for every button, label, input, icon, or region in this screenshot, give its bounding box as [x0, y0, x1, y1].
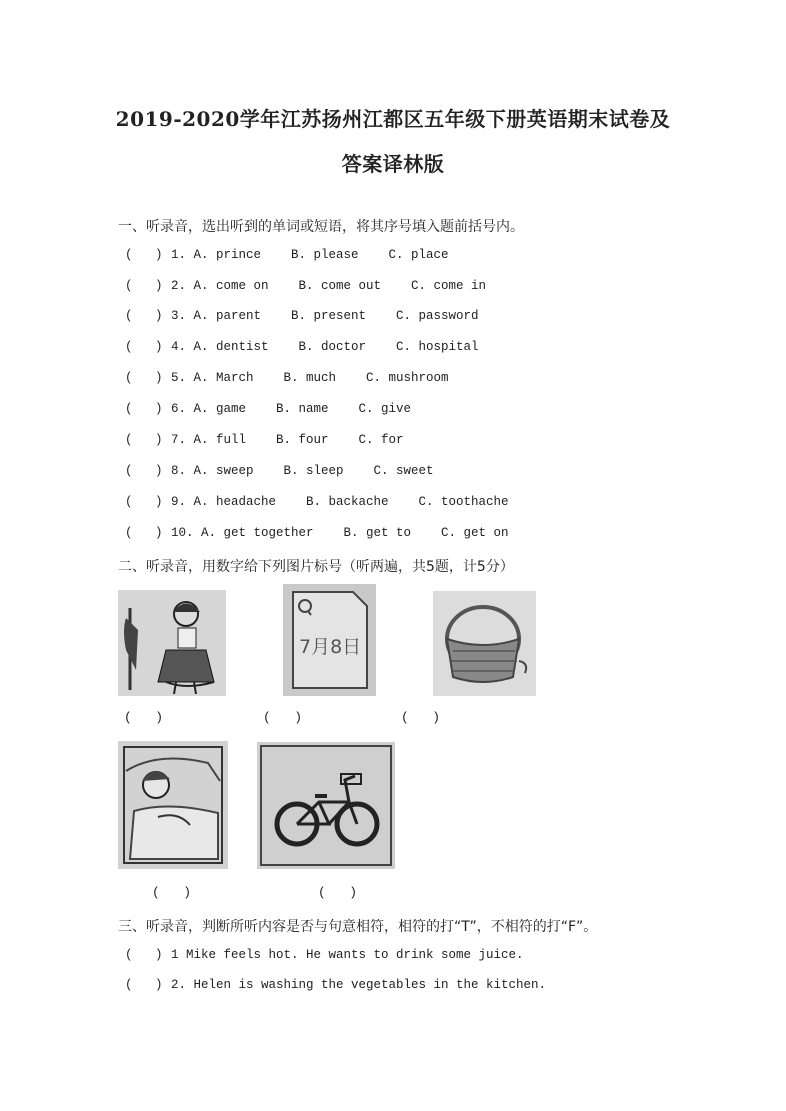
- answer-paren[interactable]: ( ): [125, 248, 163, 262]
- picture-girl-cold: [118, 590, 226, 696]
- answer-paren[interactable]: ( ): [125, 371, 163, 385]
- question-row: [125, 464, 434, 478]
- question-text: 5. A. March B. much C. mushroom: [171, 371, 449, 385]
- answer-bracket[interactable]: ( ): [263, 710, 303, 725]
- section-3-heading: 三、听录音，判断所听内容是否与句意相符，相符的打“T”，不相符的打“F”。: [118, 919, 598, 935]
- question-text: 3. A. parent B. present C. password: [171, 309, 479, 323]
- picture-girl-in-bed: [118, 741, 228, 869]
- answer-paren[interactable]: ( ): [125, 279, 163, 293]
- question-text: 10. A. get together B. get to C. get on: [171, 526, 509, 540]
- section-1-heading: 一、听录音，选出听到的单词或短语，将其序号填入题前括号内。: [118, 219, 524, 235]
- question-row: [125, 526, 509, 540]
- section-2-heading: 二、听录音，用数字给下列图片标号（听两遍，共5题，计5分）: [118, 559, 514, 575]
- question-text: 8. A. sweep B. sleep C. sweet: [171, 464, 434, 478]
- question-row: [125, 978, 546, 992]
- question-row: [125, 433, 404, 447]
- question-text: 7. A. full B. four C. for: [171, 433, 404, 447]
- question-text: 9. A. headache B. backache C. toothache: [171, 495, 509, 509]
- answer-paren[interactable]: ( ): [125, 948, 163, 962]
- calendar-date: 7月8日: [299, 636, 362, 658]
- question-row: [125, 495, 509, 509]
- girl-cold-illustration: [118, 590, 226, 696]
- answer-paren[interactable]: ( ): [125, 526, 163, 540]
- question-text: 2. A. come on B. come out C. come in: [171, 279, 487, 293]
- answer-bracket[interactable]: ( ): [124, 710, 164, 725]
- sick-girl-illustration: [118, 741, 228, 869]
- question-row: [125, 402, 411, 416]
- answer-paren[interactable]: ( ): [125, 402, 163, 416]
- question-row: [125, 279, 486, 293]
- question-row: [125, 309, 479, 323]
- bicycle-illustration: [257, 742, 395, 869]
- answer-paren[interactable]: ( ): [125, 495, 163, 509]
- question-row: [125, 340, 479, 354]
- answer-paren[interactable]: ( ): [125, 433, 163, 447]
- question-text: 1 Mike feels hot. He wants to drink some juice.: [171, 948, 524, 962]
- question-text: 1. A. prince B. please C. place: [171, 248, 449, 262]
- question-row: [125, 371, 449, 385]
- title-line-2: 答案译林版: [341, 152, 445, 176]
- picture-basket: [433, 591, 536, 696]
- answer-bracket[interactable]: ( ): [318, 885, 358, 900]
- question-row: [125, 248, 449, 262]
- basket-illustration: [433, 591, 536, 696]
- question-text: 4. A. dentist B. doctor C. hospital: [171, 340, 479, 354]
- question-text: 6. A. game B. name C. give: [171, 402, 412, 416]
- answer-paren[interactable]: ( ): [125, 340, 163, 354]
- answer-paren[interactable]: ( ): [125, 978, 163, 992]
- answer-bracket[interactable]: ( ): [401, 710, 441, 725]
- title-line-1: 2019-2020学年江苏扬州江都区五年级下册英语期末试卷及: [115, 107, 671, 131]
- question-text: 2. Helen is washing the vegetables in the kitchen.: [171, 978, 547, 992]
- question-row: [125, 948, 524, 962]
- picture-bicycle: [257, 742, 395, 869]
- picture-calendar: [283, 584, 376, 696]
- answer-paren[interactable]: ( ): [125, 309, 163, 323]
- answer-bracket[interactable]: ( ): [152, 885, 192, 900]
- answer-paren[interactable]: ( ): [125, 464, 163, 478]
